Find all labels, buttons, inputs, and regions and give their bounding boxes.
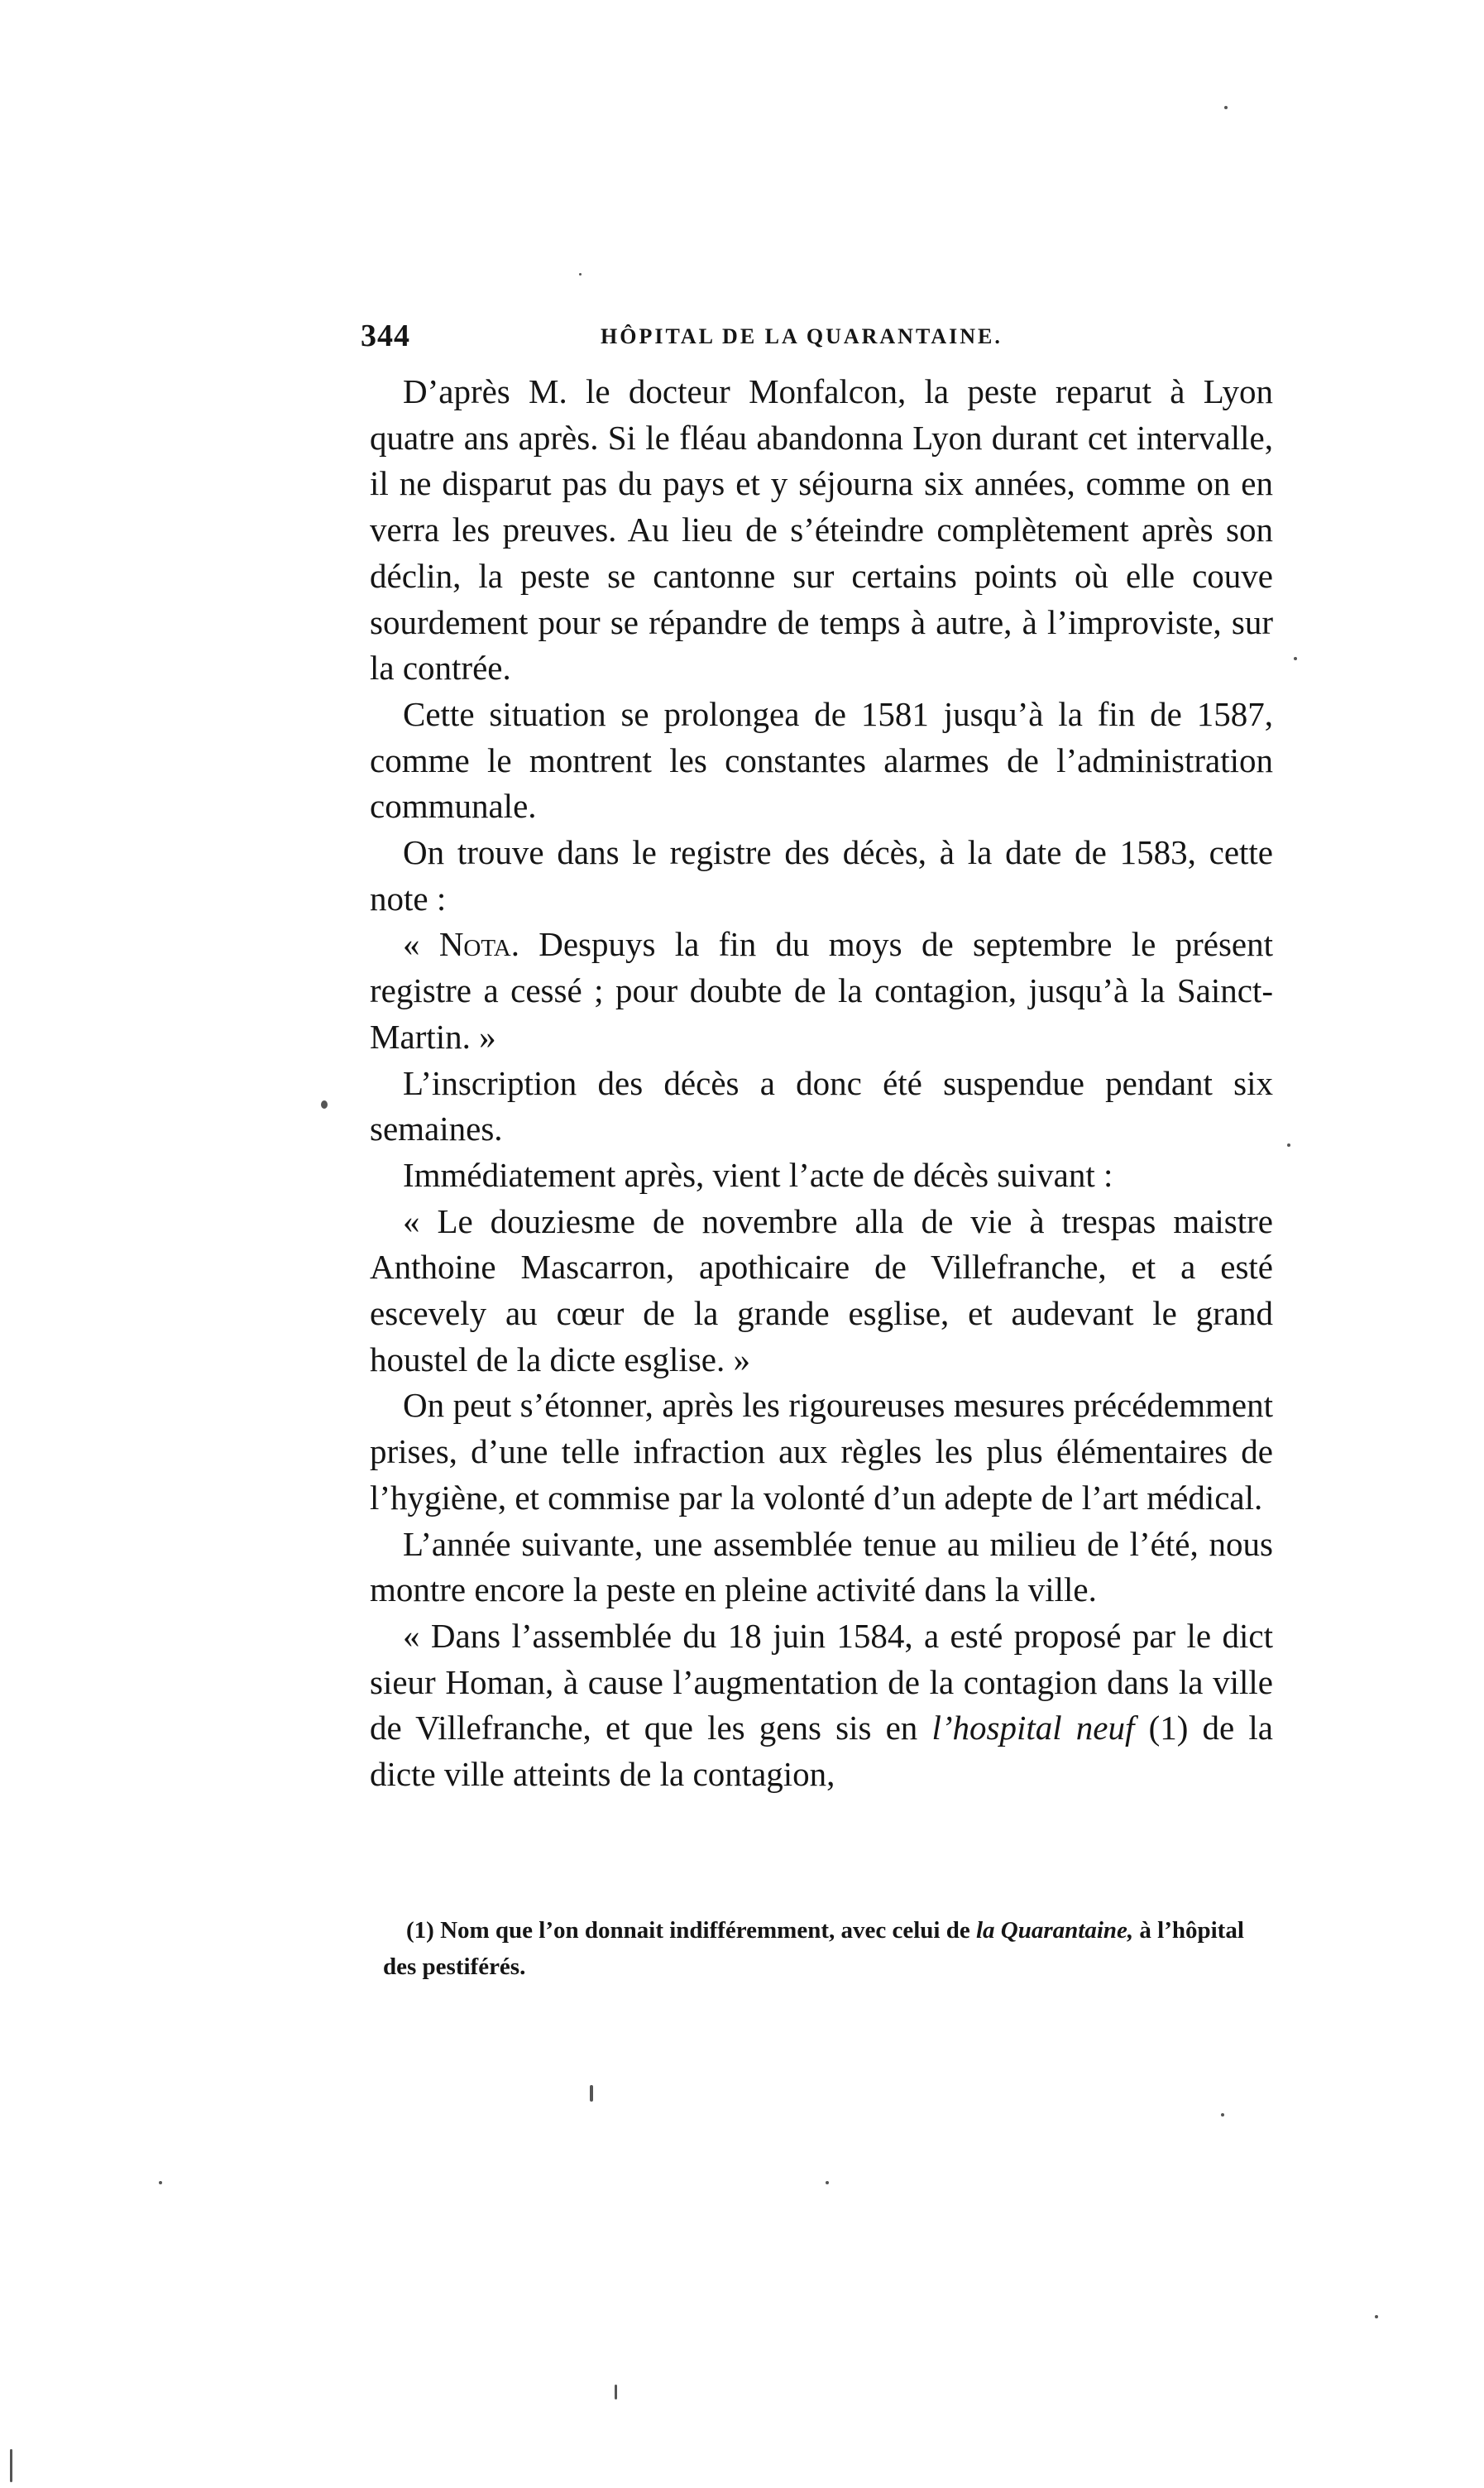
scan-speck — [321, 1100, 328, 1109]
paragraph-situation: Cette situation se prolongea de 1581 jusqu’à la fin de 1587, comme le montrent les constantes alarmes de l’administration communale. — [370, 694, 1273, 826]
scan-speck — [1287, 1143, 1290, 1147]
scan-speck — [10, 2449, 12, 2482]
scan-speck — [615, 2385, 617, 2399]
page-header — [361, 318, 1254, 367]
scan-speck — [1375, 2315, 1378, 2318]
page-number: 344 — [361, 319, 410, 353]
paragraph-immediately-after: Immédiatement après, vient l’acte de décès suivant : — [403, 1155, 1113, 1194]
scan-speck — [1221, 2113, 1224, 2116]
paragraph-following-year: L’année suivante, une assemblée tenue au milieu de l’été, nous montre encore la peste en pleine activité dans la ville. — [370, 1524, 1273, 1609]
paragraph-death-record-quote: « Le douziesme de novembre alla de vie à trespas maistre Anthoine Mascarron, apothicaire de Villefranche, et a esté escevely au cœur de la grande esglise, et audevant le grand houstel de la dicte esglise. » — [370, 1201, 1273, 1378]
body-text — [370, 369, 1273, 1798]
scan-speck — [590, 2085, 593, 2102]
footnote-text-after: à l’hôpital des pestiférés. — [383, 1917, 1244, 1980]
paragraph-astonishment: On peut s’étonner, après les rigoureuses mesures précédemment prises, d’une telle infraction aux règles les plus élémentaires de l’hygiène, et commise par la volonté d’un adepte de l’art médical. — [370, 1386, 1273, 1517]
quote-open: « — [403, 925, 439, 964]
scan-speck — [1294, 657, 1297, 660]
nota-text: Despuys la fin du moys de septembre le présent registre a cessé ; pour doubte de la contagion, jusqu’à la Sainct-Martin. » — [370, 925, 1274, 1056]
assembly-text-before: « Dans l’assemblée du 18 juin 1584, a esté proposé par le dict sieur Homan, à cause l’augmentation de la contagion dans la ville de Villefranche, et que les gens sis en — [370, 1616, 1273, 1747]
footnotes — [383, 1912, 1273, 1985]
footnote-1 — [383, 1912, 1273, 1985]
paragraph-plague-return: D’après M. le docteur Monfalcon, la peste reparut à Lyon quatre ans après. Si le fléau abandonna Lyon durant cet intervalle, il ne disparut pas du pays et y séjourna six années, comme on en verra les preuves. Au lieu de s’éteindre complètement après son déclin, la peste se cantonne sur certains points où elle couve sourdement pour se répandre de temps à autre, à l’improviste, sur la contrée. — [370, 372, 1273, 688]
footnote-text-before: (1) Nom que l’on donnait indifféremment, avec celui de — [406, 1917, 976, 1944]
scan-speck — [826, 2181, 829, 2184]
scan-speck — [579, 273, 582, 276]
assembly-text-after: (1) de la dicte ville atteints de la contagion, — [370, 1709, 1274, 1794]
scan-speck — [1224, 106, 1228, 109]
paragraph-assembly-quote — [370, 1613, 1273, 1798]
paragraph-suspension: L’inscription des décès a donc été suspendue pendant six semaines. — [370, 1063, 1273, 1148]
scan-speck — [159, 2181, 162, 2184]
hospital-neuf-term: l’hospital neuf — [931, 1709, 1135, 1747]
paragraph-nota-quote — [370, 922, 1273, 1060]
paragraph-register: On trouve dans le registre des décès, à la date de 1583, cette note : — [370, 833, 1273, 918]
footnote-italic-term: la Quarantaine, — [975, 1917, 1134, 1944]
nota-label: Nota. — [438, 925, 519, 964]
running-title: HÔPITAL DE LA QUARANTAINE. — [601, 324, 1003, 348]
